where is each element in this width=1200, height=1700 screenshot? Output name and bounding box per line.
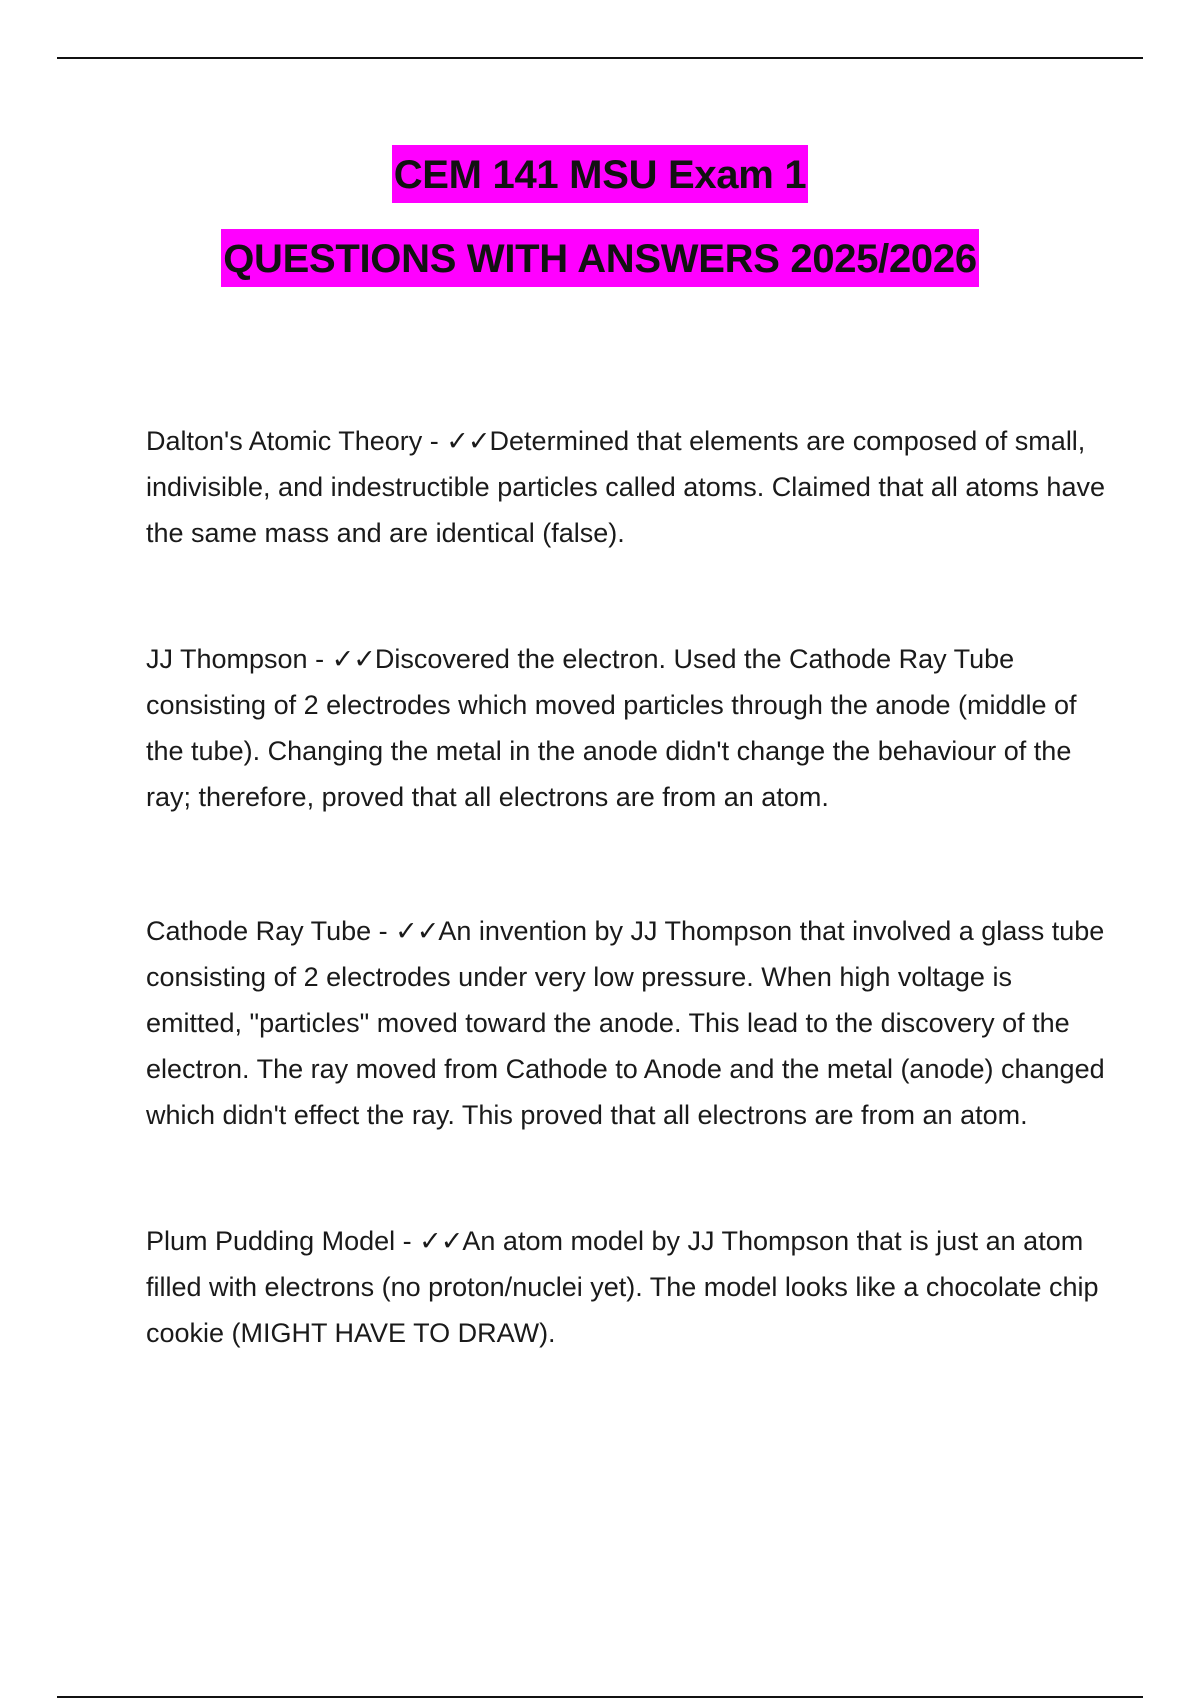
entry-separator: - [371,916,396,946]
title-line-2: QUESTIONS WITH ANSWERS 2025/2026 [221,229,979,287]
entry-term: Plum Pudding Model [146,1226,396,1256]
bottom-divider [57,1696,1143,1698]
qa-list [146,418,1106,1356]
entry-term: Dalton's Atomic Theory [146,426,423,456]
double-check-icon: ✓✓ [331,644,375,674]
entry-term: JJ Thompson [146,644,308,674]
qa-entry-cathode-ray-tube [146,908,1106,1138]
double-check-icon: ✓✓ [395,916,439,946]
entry-separator: - [422,426,447,456]
entry-definition: An invention by JJ Thompson that involved a glass tube consisting of 2 electrodes under very low pressure. When high voltage is emitted, "particles" moved toward the anode. This lead to the discovery of the electron. The ray moved from Cathode to Anode and the metal (anode) changed which didn't effect the ray. This proved that all electrons are from an atom. [146,916,1105,1130]
top-divider [57,57,1143,59]
double-check-icon: ✓✓ [446,426,490,456]
qa-entry-daltons-atomic-theory [146,418,1106,556]
qa-entry-plum-pudding-model [146,1218,1106,1356]
entry-definition: Discovered the electron. Used the Cathode Ray Tube consisting of 2 electrodes which moved particles through the anode (middle of the tube). Changing the metal in the anode didn't change the behaviour of the ray; therefore, proved that all electrons are from an atom. [146,644,1077,812]
title-line-1: CEM 141 MSU Exam 1 [392,145,809,203]
qa-entry-jj-thompson [146,636,1106,820]
document-title [0,145,1200,287]
entry-separator: - [395,1226,420,1256]
entry-term: Cathode Ray Tube [146,916,372,946]
double-check-icon: ✓✓ [419,1226,463,1256]
entry-definition: Determined that elements are composed of small, indivisible, and indestructible particles called atoms. Claimed that all atoms have the same mass and are identical (false). [146,426,1105,548]
entry-separator: - [307,644,332,674]
entry-definition: An atom model by JJ Thompson that is just an atom filled with electrons (no proton/nuclei yet). The model looks like a chocolate chip cookie (MIGHT HAVE TO DRAW). [146,1226,1099,1348]
